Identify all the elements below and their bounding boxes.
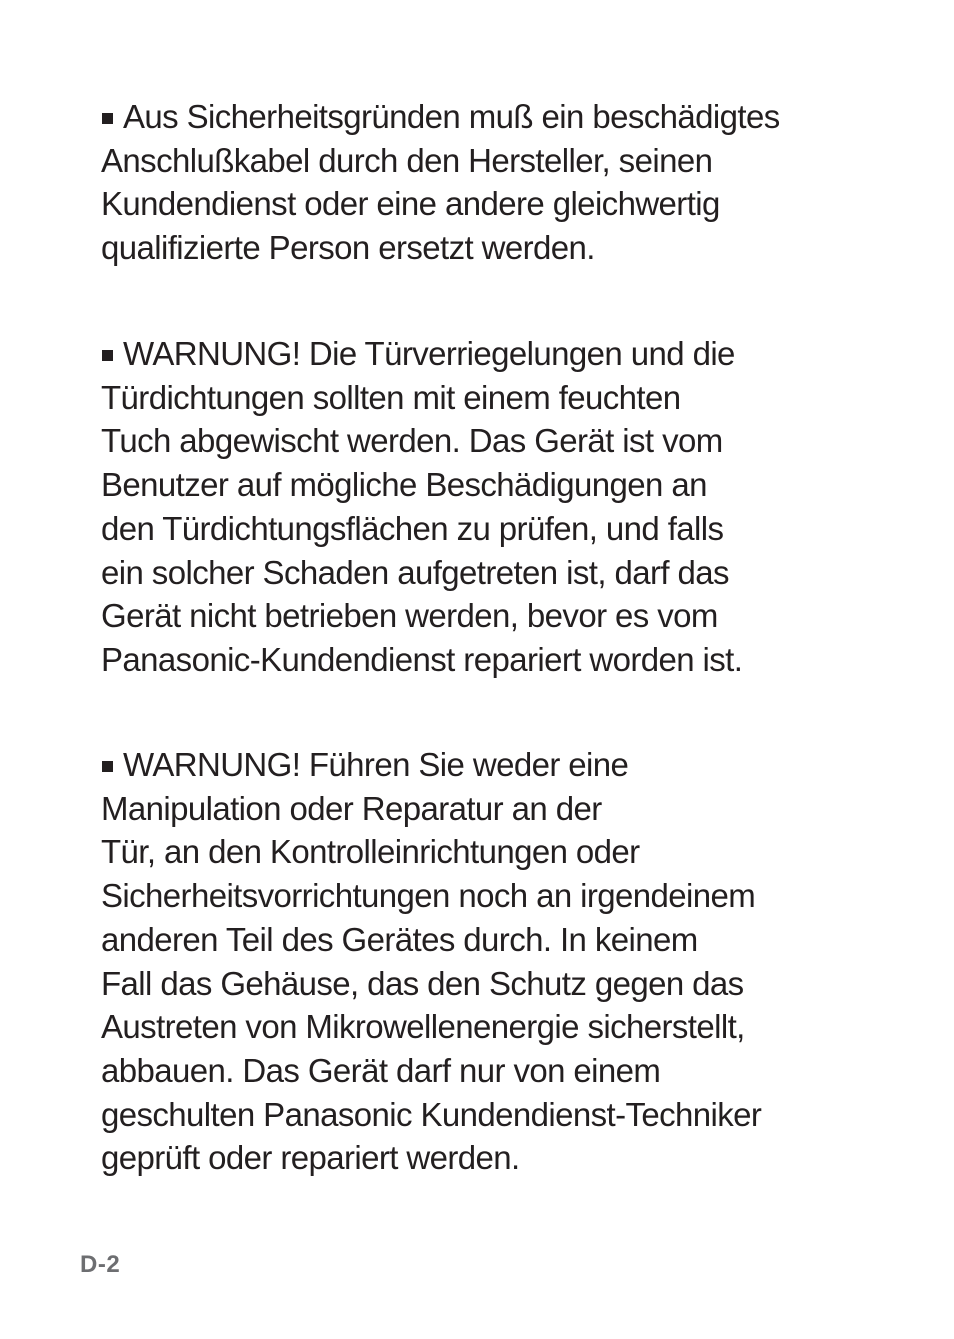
text-line: WARNUNG! Führen Sie weder eine [101,743,881,787]
text-line: Manipulation oder Reparatur an der [101,789,602,827]
text-line: Tür, an den Kontrolleinrichtungen oder [101,833,640,871]
text-line: Türdichtungen sollten mit einem feuchten [101,378,681,416]
text-line: Aus Sicherheitsgründen muß ein beschädigtes [101,95,881,139]
square-bullet-icon [102,350,113,361]
text-line: Gerät nicht betrieben werden, bevor es vom [101,597,718,635]
warning-no-tampering [101,743,881,1180]
text-line: abbauen. Das Gerät darf nur von einem [101,1051,661,1089]
text-line: ein solcher Schaden aufgetreten ist, darf das [101,553,729,591]
text-line: geschulten Panasonic Kundendienst-Techniker [101,1095,762,1133]
text-line: geprüft oder repariert werden. [101,1139,520,1177]
square-bullet-icon [102,761,113,772]
text-line: Panasonic-Kundendienst repariert worden ist. [101,640,743,678]
text-line: den Türdichtungsflächen zu prüfen, und falls [101,509,724,547]
text-line: Sicherheitsvorrichtungen noch an irgendeinem [101,877,756,915]
text-line: Austreten von Mikrowellenenergie sicherstellt, [101,1008,745,1046]
warning-door-seals [101,332,881,682]
safety-note-power-cable [101,95,881,270]
text-line: anderen Teil des Gerätes durch. In keinem [101,920,698,958]
text-line: qualifizierte Person ersetzt werden. [101,229,595,267]
text-line: WARNUNG! Die Türverriegelungen und die [101,332,881,376]
text-line: Tuch abgewischt werden. Das Gerät ist vom [101,422,723,460]
text-line: Kundendienst oder eine andere gleichwertig [101,185,720,223]
text-line: Anschlußkabel durch den Hersteller, seinen [101,141,713,179]
square-bullet-icon [102,113,113,124]
text-line: Benutzer auf mögliche Beschädigungen an [101,466,707,504]
text-line: Fall das Gehäuse, das den Schutz gegen das [101,964,744,1002]
page-number: D-2 [80,1251,121,1278]
